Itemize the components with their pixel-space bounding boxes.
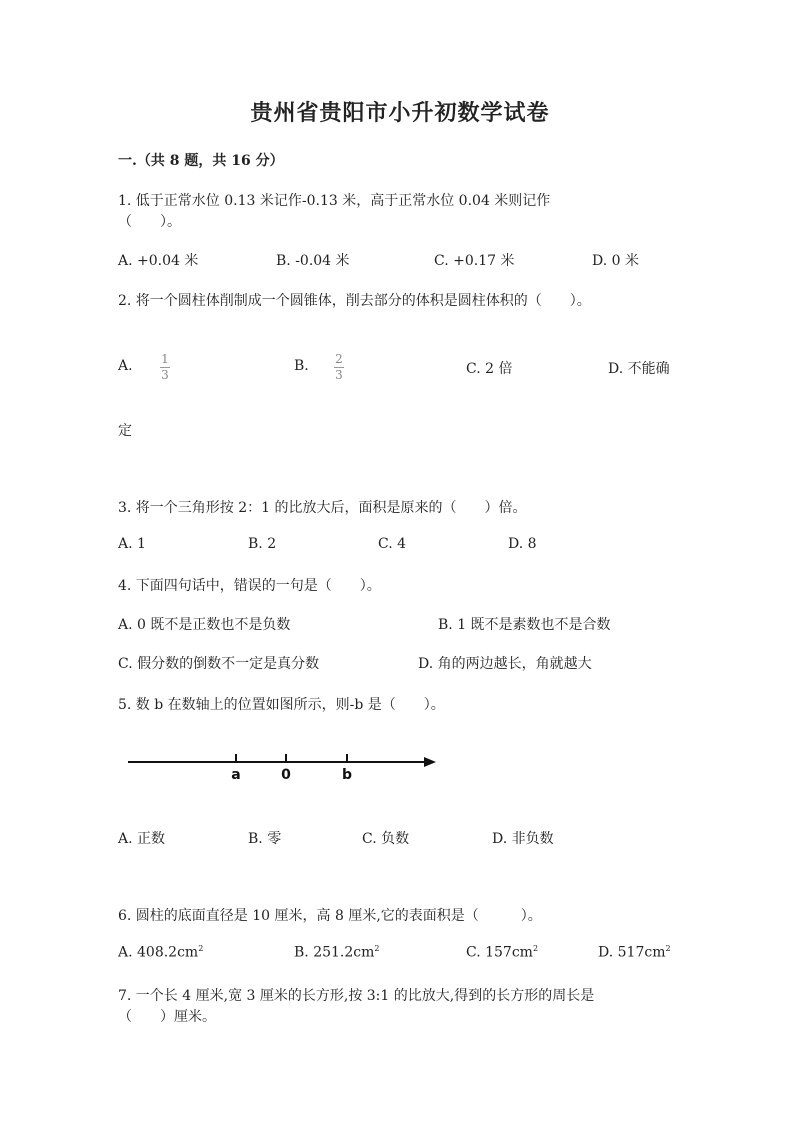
q6-option-d-label: D. 517cm xyxy=(598,944,666,961)
q5-option-a[interactable]: A. 正数 xyxy=(118,831,166,847)
q3-option-b[interactable]: B. 2 xyxy=(248,536,277,552)
q4-option-c[interactable]: C. 假分数的倒数不一定是真分数 xyxy=(118,656,320,672)
question-3-text: 3. 将一个三角形按 2：1 的比放大后，面积是原来的（ ）倍。 xyxy=(118,500,527,516)
q6-option-d[interactable] xyxy=(598,944,671,961)
q1-option-a[interactable]: A. +0.04 米 xyxy=(118,253,199,269)
section-header: 一.（共 8 题，共 16 分） xyxy=(118,153,284,169)
fraction-denominator: 3 xyxy=(335,368,343,382)
axis-label-a: a xyxy=(231,767,241,783)
arrow-head-icon xyxy=(424,757,436,767)
q5-option-d[interactable]: D. 非负数 xyxy=(492,831,554,847)
fraction-denominator: 3 xyxy=(161,368,169,382)
q2-option-b[interactable] xyxy=(294,358,309,374)
q6-option-b[interactable] xyxy=(294,944,379,961)
question-4-text: 4. 下面四句话中，错误的一句是（ ）。 xyxy=(118,578,381,594)
q6-option-b-label: B. 251.2cm xyxy=(294,944,375,961)
q6-option-a-label: A. 408.2cm xyxy=(118,944,199,961)
q6-option-a[interactable] xyxy=(118,944,203,961)
number-line-figure xyxy=(120,745,450,785)
q2-option-d-continued: 定 xyxy=(118,423,132,439)
unit-superscript: 2 xyxy=(665,944,671,953)
q6-option-c[interactable] xyxy=(466,944,538,961)
q1-option-c[interactable]: C. +0.17 米 xyxy=(434,253,515,269)
question-7-blank: （ ）厘米。 xyxy=(118,1009,216,1025)
q3-option-d[interactable]: D. 8 xyxy=(508,536,537,552)
axis-label-b: b xyxy=(341,767,353,783)
q2-option-c[interactable]: C. 2 倍 xyxy=(466,361,513,377)
q2-option-a[interactable] xyxy=(118,358,133,374)
q5-option-c[interactable]: C. 负数 xyxy=(362,831,410,847)
question-5-text: 5. 数 b 在数轴上的位置如图所示，则-b 是（ ）。 xyxy=(118,697,445,713)
q4-option-b[interactable]: B. 1 既不是素数也不是合数 xyxy=(438,617,611,633)
unit-superscript: 2 xyxy=(532,944,539,953)
fraction-numerator: 2 xyxy=(335,352,343,366)
question-7-text: 7. 一个长 4 厘米,宽 3 厘米的长方形,按 3:1 的比放大,得到的长方形的周长是 xyxy=(118,988,595,1004)
unit-superscript: 2 xyxy=(374,944,380,953)
question-2-text: 2. 将一个圆柱体削制成一个圆锥体，削去部分的体积是圆柱体积的（ ）。 xyxy=(118,293,591,309)
q2-option-b-label: B. xyxy=(294,358,309,374)
q2-option-d[interactable]: D. 不能确 xyxy=(608,361,670,377)
q3-option-a[interactable]: A. 1 xyxy=(118,536,146,552)
unit-superscript: 2 xyxy=(198,944,204,953)
q5-option-b[interactable]: B. 零 xyxy=(248,831,282,847)
question-6-text: 6. 圆柱的底面直径是 10 厘米，高 8 厘米,它的表面积是（ ）。 xyxy=(118,908,542,924)
q2-option-a-fraction xyxy=(160,351,170,382)
q6-option-c-label: C. 157cm xyxy=(466,944,533,961)
question-1-text: 1. 低于正常水位 0.13 米记作-0.13 米，高于正常水位 0.04 米则记作 xyxy=(118,193,551,209)
q1-option-d[interactable]: D. 0 米 xyxy=(592,253,639,269)
page-title: 贵州省贵阳市小升初数学试卷 xyxy=(250,100,550,126)
q4-option-a[interactable]: A. 0 既不是正数也不是负数 xyxy=(118,617,291,633)
axis-label-zero: 0 xyxy=(281,767,291,783)
q2-option-a-label: A. xyxy=(118,358,133,374)
q4-option-d[interactable]: D. 角的两边越长，角就越大 xyxy=(418,656,592,672)
q2-option-b-fraction xyxy=(334,351,344,382)
q1-option-b[interactable]: B. -0.04 米 xyxy=(276,253,350,269)
q3-option-c[interactable]: C. 4 xyxy=(378,536,407,552)
question-1-blank: （ ）。 xyxy=(118,214,181,230)
fraction-numerator: 1 xyxy=(161,352,169,366)
